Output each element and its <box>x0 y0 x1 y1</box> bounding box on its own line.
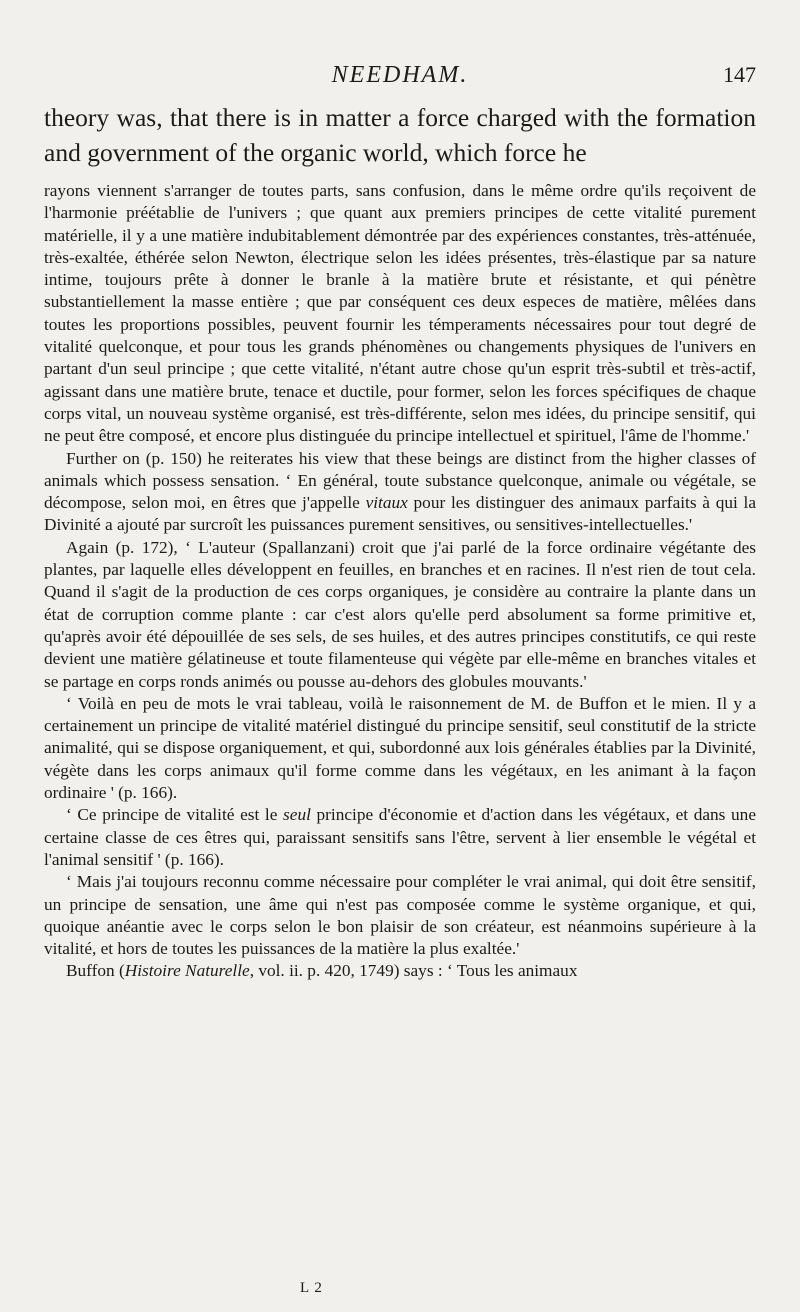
page-number: 147 <box>723 62 756 87</box>
paragraph: ‘ Mais j'ai toujours reconnu comme nécessaire pour compléter le vrai animal, qui doit être sensitif, un principe de sensation, une âme qui n'est pas composée comme le système organique, et qui, quoique anéantie avec le corps selon le bon plaisir de son créateur, est néanmoins supérieure à la vitalité, et hors de toutes les puissances de la matière la plus exaltée.' <box>44 872 756 959</box>
page-header <box>0 62 800 92</box>
quote-paragraph: rayons viennent s'arranger de toutes parts, sans confusion, dans le même ordre qu'ils reçoivent de l'harmonie préétablie de l'univers ; que quant aux premiers principes de cette vitalité purement matérielle, il y a une matière indubitablement démontrée par des expériences constantes, très-atténuée, très-exaltée, éthérée selon Newton, électrique selon les idées présentes, très-élastique par sa nature intime, toujours prête à donner le branle à la matière brute et résistante, et qui pénètre substantiellement la masse entière ; que par conséquent ces deux especes de matière, mêlées dans toutes les proportions possibles, peuvent fournir les témperaments nécessaires pour tout degré de vitalité quelconque, et pour tous les grands phénomènes ou changements physiques de l'univers en partant d'un seul principe ; que cette vitalité, n'étant autre chose qu'un esprit très-subtil et très-actif, agissant dans une matière brute, tenace et ductile, pour former, selon les forces spécifiques de chaque corps vital, un nouveau système organisé, est très-différente, selon mes idées, du principe sensitif, qui ne peut être composé, et encore plus distinguée du principe intellectuel et spirituel, l'âme de l'homme.' <box>44 181 756 446</box>
paragraph: ‘ Ce principe de vitalité est le seul principe d'économie et d'action dans les végétaux, et dans une certaine classe de ces êtres qui, paraissant sensitifs sans l'être, servent à lier ensemble le végétal et l'animal sensitif ' (p. 166). <box>44 805 756 869</box>
paragraph: Further on (p. 150) he reiterates his view that these beings are distinct from the higher classes of animals which possess sensation. ‘ En général, toute substance quelconque, animale ou végétale, se décompose, selon moi, en êtres que j'appelle vitaux pour les distinguer des animaux parfaits à qui la Divinité a ajouté par surcroît les puissances purement sensitives, ou sensitives-intellectuelles.' <box>44 448 756 535</box>
signature-mark: L 2 <box>300 1280 323 1296</box>
paragraph: Buffon (Histoire Naturelle, vol. ii. p. 420, 1749) says : ‘ Tous les animaux <box>66 961 578 981</box>
paragraph: Again (p. 172), ‘ L'auteur (Spallanzani) croit que j'ai parlé de la force ordinaire végétante des plantes, par laquelle elles développent en feuilles, en branches et en racines. Il n'est rien de tout cela. Quand il s'agit de la production de ces corps organiques, je considère au contraire la plante dans un état de corruption comme plante : car c'est alors qu'elle perd absolument sa forme primitive et, qu'après avoir été dépouillée de ses sels, de ses huiles, et des autres principes constitutifs, ce qui reste devient une matière gélatineuse et toute filamenteuse qui végète par elle-même en branches vitales et se partage en corps ronds animés ou pousse au-dehors des globules mouvants.' <box>44 537 756 691</box>
running-head: NEEDHAM. <box>331 62 469 88</box>
body-text <box>44 180 756 983</box>
lead-paragraph: theory was, that there is in matter a force charged with the formation and government of the organic world, which force he <box>44 103 756 167</box>
paragraph: ‘ Voilà en peu de mots le vrai tableau, voilà le raisonnement de M. de Buffon et le mien. Il y a certainement un principe de vitalité matériel distingué du principe sensitif, seul constitutif de la stricte animalité, qui se dispose organiquement, et qui, subordonné aux lois générales établies par la Divinité, végète dans les corps animaux qu'il forme comme dans les végétaux, en les animant à la façon ordinaire ' (p. 166). <box>44 693 756 803</box>
